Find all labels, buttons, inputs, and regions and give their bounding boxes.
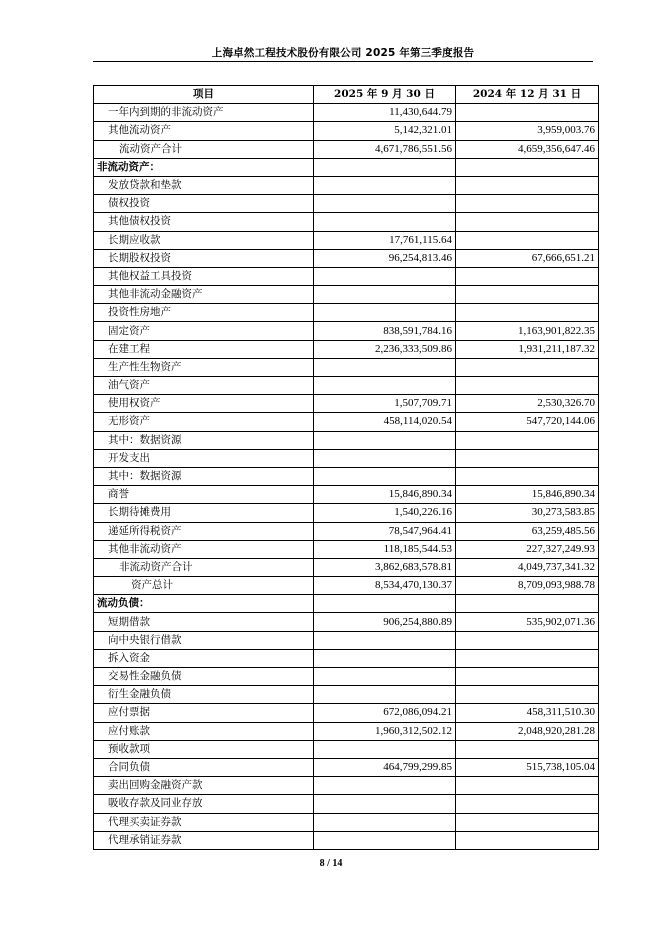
value-2024: 535,902,071.36 [456, 613, 599, 631]
row-label: 向中央银行借款 [94, 631, 314, 649]
table-row [94, 795, 599, 813]
table-row [94, 467, 599, 485]
row-label: 拆入资金 [94, 649, 314, 667]
table-row [94, 649, 599, 667]
row-label: 其他债权投资 [94, 213, 314, 231]
table-row [94, 722, 599, 740]
row-label: 发放贷款和垫款 [94, 176, 314, 194]
value-2025 [314, 795, 456, 813]
row-label: 长期应收款 [94, 231, 314, 249]
value-2025 [314, 595, 456, 613]
table-row [94, 304, 599, 322]
value-2024 [456, 831, 599, 849]
table-row [94, 249, 599, 267]
section-header-row [94, 595, 599, 613]
value-2024: 1,163,901,822.35 [456, 322, 599, 340]
value-2025: 458,114,020.54 [314, 413, 456, 431]
row-label: 资产总计 [94, 577, 314, 595]
row-label: 递延所得税资产 [94, 522, 314, 540]
value-2024: 547,720,144.06 [456, 413, 599, 431]
row-label: 流动资产合计 [94, 140, 314, 158]
value-2024 [456, 813, 599, 831]
value-2025 [314, 740, 456, 758]
table-row [94, 449, 599, 467]
value-2025: 5,142,321.01 [314, 122, 456, 140]
value-2024 [456, 631, 599, 649]
row-label: 衍生金融负债 [94, 686, 314, 704]
value-2024: 67,666,651.21 [456, 249, 599, 267]
value-2024 [456, 267, 599, 285]
value-2024 [456, 377, 599, 395]
value-2024: 3,959,003.76 [456, 122, 599, 140]
row-label: 短期借款 [94, 613, 314, 631]
row-label: 在建工程 [94, 340, 314, 358]
value-2024: 227,327,249.93 [456, 540, 599, 558]
table-row [94, 686, 599, 704]
value-2025 [314, 358, 456, 376]
value-2024 [456, 231, 599, 249]
row-label: 吸收存款及同业存放 [94, 795, 314, 813]
row-label: 流动负债： [94, 595, 314, 613]
row-label: 投资性房地产 [94, 304, 314, 322]
value-2024: 515,738,105.04 [456, 758, 599, 776]
row-label: 无形资产 [94, 413, 314, 431]
value-2025 [314, 831, 456, 849]
value-2025: 464,799,299.85 [314, 758, 456, 776]
column-header-2025: 2025 年 9 月 30 日 [314, 86, 456, 104]
value-2024 [456, 686, 599, 704]
value-2025: 2,236,333,509.86 [314, 340, 456, 358]
row-label: 一年内到期的非流动资产 [94, 104, 314, 122]
row-label: 非流动资产： [94, 158, 314, 176]
table-row [94, 104, 599, 122]
value-2024: 458,311,510.30 [456, 704, 599, 722]
value-2025: 838,591,784.16 [314, 322, 456, 340]
value-2025 [314, 213, 456, 231]
row-label: 交易性金融负债 [94, 668, 314, 686]
table-row [94, 413, 599, 431]
value-2025: 11,430,644.79 [314, 104, 456, 122]
value-2025: 1,960,312,502.12 [314, 722, 456, 740]
row-label: 长期待摊费用 [94, 504, 314, 522]
row-label: 固定资产 [94, 322, 314, 340]
table-row [94, 140, 599, 158]
value-2025 [314, 813, 456, 831]
table-row [94, 322, 599, 340]
value-2025 [314, 176, 456, 194]
value-2025 [314, 195, 456, 213]
value-2025 [314, 686, 456, 704]
table-row [94, 377, 599, 395]
value-2024: 30,273,583.85 [456, 504, 599, 522]
value-2024 [456, 158, 599, 176]
value-2024: 2,048,920,281.28 [456, 722, 599, 740]
table-row [94, 813, 599, 831]
table-row [94, 758, 599, 776]
value-2025: 4,671,786,551.56 [314, 140, 456, 158]
value-2025 [314, 377, 456, 395]
row-label: 合同负债 [94, 758, 314, 776]
value-2025: 15,846,890.34 [314, 486, 456, 504]
row-label: 开发支出 [94, 449, 314, 467]
value-2025 [314, 431, 456, 449]
table-row [94, 176, 599, 194]
row-label: 商誉 [94, 486, 314, 504]
value-2025: 96,254,813.46 [314, 249, 456, 267]
value-2024: 1,931,211,187.32 [456, 340, 599, 358]
row-label: 预收款项 [94, 740, 314, 758]
row-label: 非流动资产合计 [94, 558, 314, 576]
value-2024 [456, 431, 599, 449]
value-2025 [314, 267, 456, 285]
table-row [94, 340, 599, 358]
value-2024 [456, 104, 599, 122]
table-row [94, 540, 599, 558]
row-label: 代理承销证券款 [94, 831, 314, 849]
row-label: 其他非流动资产 [94, 540, 314, 558]
column-header-2024: 2024 年 12 月 31 日 [456, 86, 599, 104]
row-label: 卖出回购金融资产款 [94, 777, 314, 795]
value-2024: 4,659,356,647.46 [456, 140, 599, 158]
table-row [94, 231, 599, 249]
value-2025: 672,086,094.21 [314, 704, 456, 722]
table-row [94, 122, 599, 140]
table-row [94, 195, 599, 213]
value-2024 [456, 286, 599, 304]
value-2024 [456, 740, 599, 758]
value-2024: 8,709,093,988.78 [456, 577, 599, 595]
value-2024 [456, 449, 599, 467]
table-row [94, 704, 599, 722]
row-label: 应付账款 [94, 722, 314, 740]
value-2024 [456, 358, 599, 376]
row-label: 生产性生物资产 [94, 358, 314, 376]
value-2024 [456, 213, 599, 231]
table-row [94, 395, 599, 413]
value-2024: 4,049,737,341.32 [456, 558, 599, 576]
value-2024: 2,530,326.70 [456, 395, 599, 413]
value-2024: 15,846,890.34 [456, 486, 599, 504]
value-2024: 63,259,485.56 [456, 522, 599, 540]
table-row [94, 777, 599, 795]
page-number: 8 / 14 [319, 858, 343, 869]
table-row [94, 431, 599, 449]
value-2024 [456, 649, 599, 667]
row-label: 代理买卖证券款 [94, 813, 314, 831]
value-2025: 1,540,226.16 [314, 504, 456, 522]
row-label: 其中：数据资源 [94, 431, 314, 449]
value-2025: 17,761,115.64 [314, 231, 456, 249]
table-row [94, 740, 599, 758]
balance-sheet-table [93, 85, 599, 850]
value-2025: 8,534,470,130.37 [314, 577, 456, 595]
value-2025: 118,185,544.53 [314, 540, 456, 558]
value-2025 [314, 304, 456, 322]
table-row [94, 213, 599, 231]
table-row [94, 358, 599, 376]
table-row [94, 831, 599, 849]
value-2025 [314, 286, 456, 304]
row-label: 其他权益工具投资 [94, 267, 314, 285]
value-2024 [456, 304, 599, 322]
header-divider [93, 61, 593, 62]
table-row [94, 558, 599, 576]
table-row [94, 613, 599, 631]
table-row [94, 577, 599, 595]
table-row [94, 522, 599, 540]
value-2024 [456, 176, 599, 194]
section-header-row [94, 158, 599, 176]
row-label: 债权投资 [94, 195, 314, 213]
row-label: 使用权资产 [94, 395, 314, 413]
table-row [94, 668, 599, 686]
value-2024 [456, 195, 599, 213]
value-2025: 78,547,964.41 [314, 522, 456, 540]
value-2024 [456, 467, 599, 485]
value-2024 [456, 668, 599, 686]
value-2025: 906,254,880.89 [314, 613, 456, 631]
value-2025 [314, 631, 456, 649]
value-2025: 1,507,709.71 [314, 395, 456, 413]
table-row [94, 631, 599, 649]
table-row [94, 504, 599, 522]
value-2025: 3,862,683,578.81 [314, 558, 456, 576]
row-label: 其他流动资产 [94, 122, 314, 140]
row-label: 其他非流动金融资产 [94, 286, 314, 304]
table-row [94, 267, 599, 285]
row-label: 应付票据 [94, 704, 314, 722]
value-2024 [456, 777, 599, 795]
value-2025 [314, 649, 456, 667]
page-header-title: 上海卓然工程技术股份有限公司 2025 年第三季度报告 [211, 47, 475, 59]
value-2025 [314, 777, 456, 795]
table-header-row [94, 86, 599, 104]
table-row [94, 486, 599, 504]
row-label: 其中：数据资源 [94, 467, 314, 485]
value-2025 [314, 449, 456, 467]
value-2024 [456, 795, 599, 813]
table-row [94, 286, 599, 304]
column-header-item: 项目 [94, 86, 314, 104]
row-label: 油气资产 [94, 377, 314, 395]
value-2025 [314, 158, 456, 176]
value-2024 [456, 595, 599, 613]
row-label: 长期股权投资 [94, 249, 314, 267]
value-2025 [314, 668, 456, 686]
value-2025 [314, 467, 456, 485]
